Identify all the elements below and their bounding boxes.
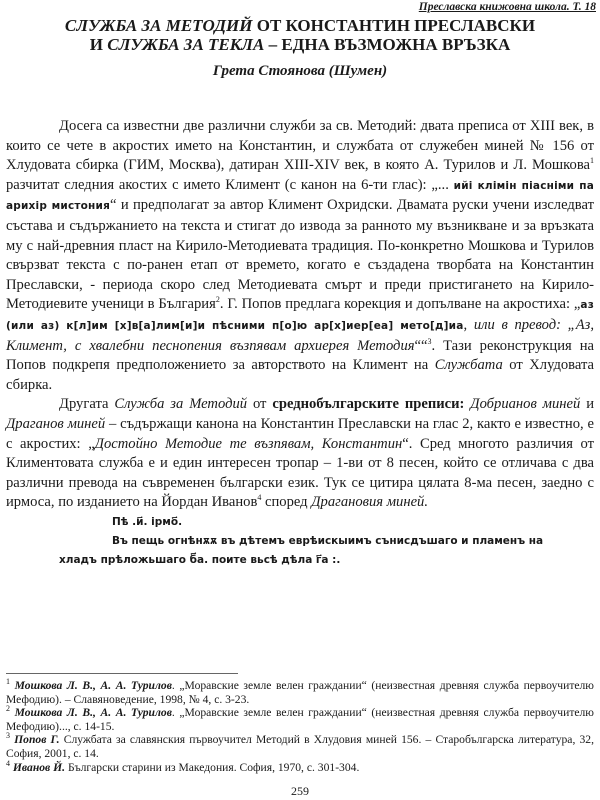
article-body	[6, 117, 594, 570]
italic-term: Драгановия миней.	[311, 494, 428, 511]
text-run: ,	[463, 316, 474, 333]
page-number: 259	[291, 784, 309, 798]
footnote-author: Мошкова Л. В., А. А. Турилов	[14, 679, 172, 692]
paragraph-1	[6, 117, 594, 395]
title-italic-part: СЛУЖБА ЗА МЕТОДИЙ	[64, 16, 253, 35]
title-rest-part: ОТ КОНСТАНТИН ПРЕСЛАВСКИ	[252, 16, 536, 35]
text-run: и	[580, 396, 595, 413]
italic-term: Служба за Методий	[114, 396, 248, 413]
paragraph-2	[6, 395, 594, 513]
footnotes	[6, 679, 594, 774]
text-run: от	[247, 396, 273, 413]
ocs-heading: Пѣ .и҃. ірмо҃.	[112, 515, 183, 528]
text-run: – съдържащи канона на Константин Преславски на глас 2, както е известно, е с акростих: „	[6, 415, 594, 452]
footnote-text: . „Моравские земле велен граждании“ (неизвестная древняя служба первоучителю Мефодию)..., с. 14-15.	[6, 706, 594, 733]
footnote-number: 2	[6, 704, 10, 714]
footnote-ref[interactable]: 3	[427, 336, 432, 346]
title-italic-part: СЛУЖБА ЗА ТЕКЛА	[107, 35, 265, 54]
text-run: от Хлудовата сбирка.	[6, 357, 594, 393]
footnote-number: 1	[6, 677, 10, 687]
text-run: “. Сред многото различия от Климентовата служба е и един интересен тропар – 1-ви от 8 песен, който се отличава с два различни превода на съвременен български език. Тук се цитира цялата 8-ма песен, заедно с ирмоса, по изданието на Йордан Иванов	[6, 435, 594, 511]
italic-term: Драганов миней	[6, 415, 106, 432]
text-run: . Тази реконструкция на Попов подкрепя предположението за авторството на Климент на	[6, 337, 594, 374]
text-run: Другата	[59, 396, 115, 413]
article-author: Грета Стоянова (Шумен)	[212, 63, 388, 79]
text-run: според	[261, 494, 312, 511]
ocs-hymn-line-2: хладъ прѣложьшаго б҃а. поите вьсѣ дѣла г҃а :.	[59, 554, 341, 567]
text-run: Досега са известни две различни служби за св. Методий: двата преписа от XIII век, в които се чете в акростих името на Константин, и службата от служебен миней № 156 от Хлудовата сбирка (ГИМ, Москва), датиран XIII-XIV век, в която А. Турилов и Л. Мошкова	[6, 118, 594, 174]
italic-term: Службата	[434, 357, 503, 374]
footnote-text: Службата за славянския първоучител Методий в Хлудовия миней 156. – Старобългарска литература, 32, София, 2001, с. 14.	[6, 733, 594, 760]
footnote-author: Мошкова Л. В., А. А. Турилов	[14, 706, 172, 720]
footnote-text: . „Моравские земле велен граждании“ (неизвестная древняя служба первоучителю Мефодию). – Славяноведение, 1998, № 4, с. 3-23.	[6, 679, 594, 706]
title-lead: И	[89, 35, 108, 54]
text-run: “ и предполагат за автор Климент Охридски. Двамата руски учени изследват състава и съдържанието на текста и стигат до извода за ранното му възникване и за връзката му с най-древния пласт на Кирило-Методиевата традиция. По-конкретно Мошкова и Турилов свързват текста с по-ранен етап от времето, когато е създадена творбата на Константин Преславски, - периода скоро след Методиевата смърт и преди пристигането на Кирило-Методиевите ученици в България	[6, 197, 594, 313]
italic-translation: или в превод: „Аз, Климент, с хвалебни песнопения възпявам архиерея Методия	[6, 316, 595, 354]
footnote-4	[6, 758, 594, 775]
footnote-ref[interactable]: 2	[215, 295, 220, 305]
footnote-number: 4	[6, 758, 10, 768]
footnote-1	[6, 679, 594, 706]
italic-term: Добрианов миней	[470, 396, 581, 413]
footnote-3	[6, 733, 594, 760]
title-line-2	[0, 35, 600, 54]
footnote-ref[interactable]: 4	[257, 493, 262, 503]
ocs-acrostic-reconstruction: аз (или аз) к[л]им [х]в[а]лим[и]и пѣсними п[о]ю ар[х]иер[еа] мето[д]иа	[6, 299, 594, 332]
footnote-divider	[6, 673, 238, 674]
ocs-hymn	[6, 532, 594, 570]
title-line-1	[0, 16, 600, 35]
article-title	[0, 16, 600, 54]
footnote-author: Иванов Й.	[12, 760, 66, 774]
ocs-acrostic: ийі клімін піасніми па арихір мистония	[6, 179, 594, 213]
text-run: . Г. Попов предлага корекция и допълване на акростиха: „	[219, 296, 581, 313]
text-run: ““	[414, 337, 428, 354]
text-run: разчитат следния акостих с името Климент (с канон на 6-ти глас): „...	[6, 176, 454, 193]
footnote-ref[interactable]: 1	[590, 156, 594, 166]
footnote-2	[6, 706, 594, 733]
bold-term: среднобългарските преписи:	[272, 396, 465, 413]
title-rest-part: – ЕДНА ВЪЗМОЖНА ВРЪЗКА	[264, 35, 511, 54]
footnote-author: Попов Г.	[14, 733, 60, 747]
footnote-text: Български старини из Македония. София, 1970, с. 301-304.	[65, 760, 360, 774]
italic-acrostic: Достойно Методие те възпявам, Константин	[94, 435, 403, 452]
ocs-hymn-line-1: Въ пещь огнѣнѫѫ въ дѣтемъ еврѣискыимъ сънисдъшаго и пламенъ на	[112, 535, 544, 548]
footnote-number: 3	[6, 731, 10, 741]
running-head: Преславска книжовна школа. Т. 18	[418, 1, 596, 13]
